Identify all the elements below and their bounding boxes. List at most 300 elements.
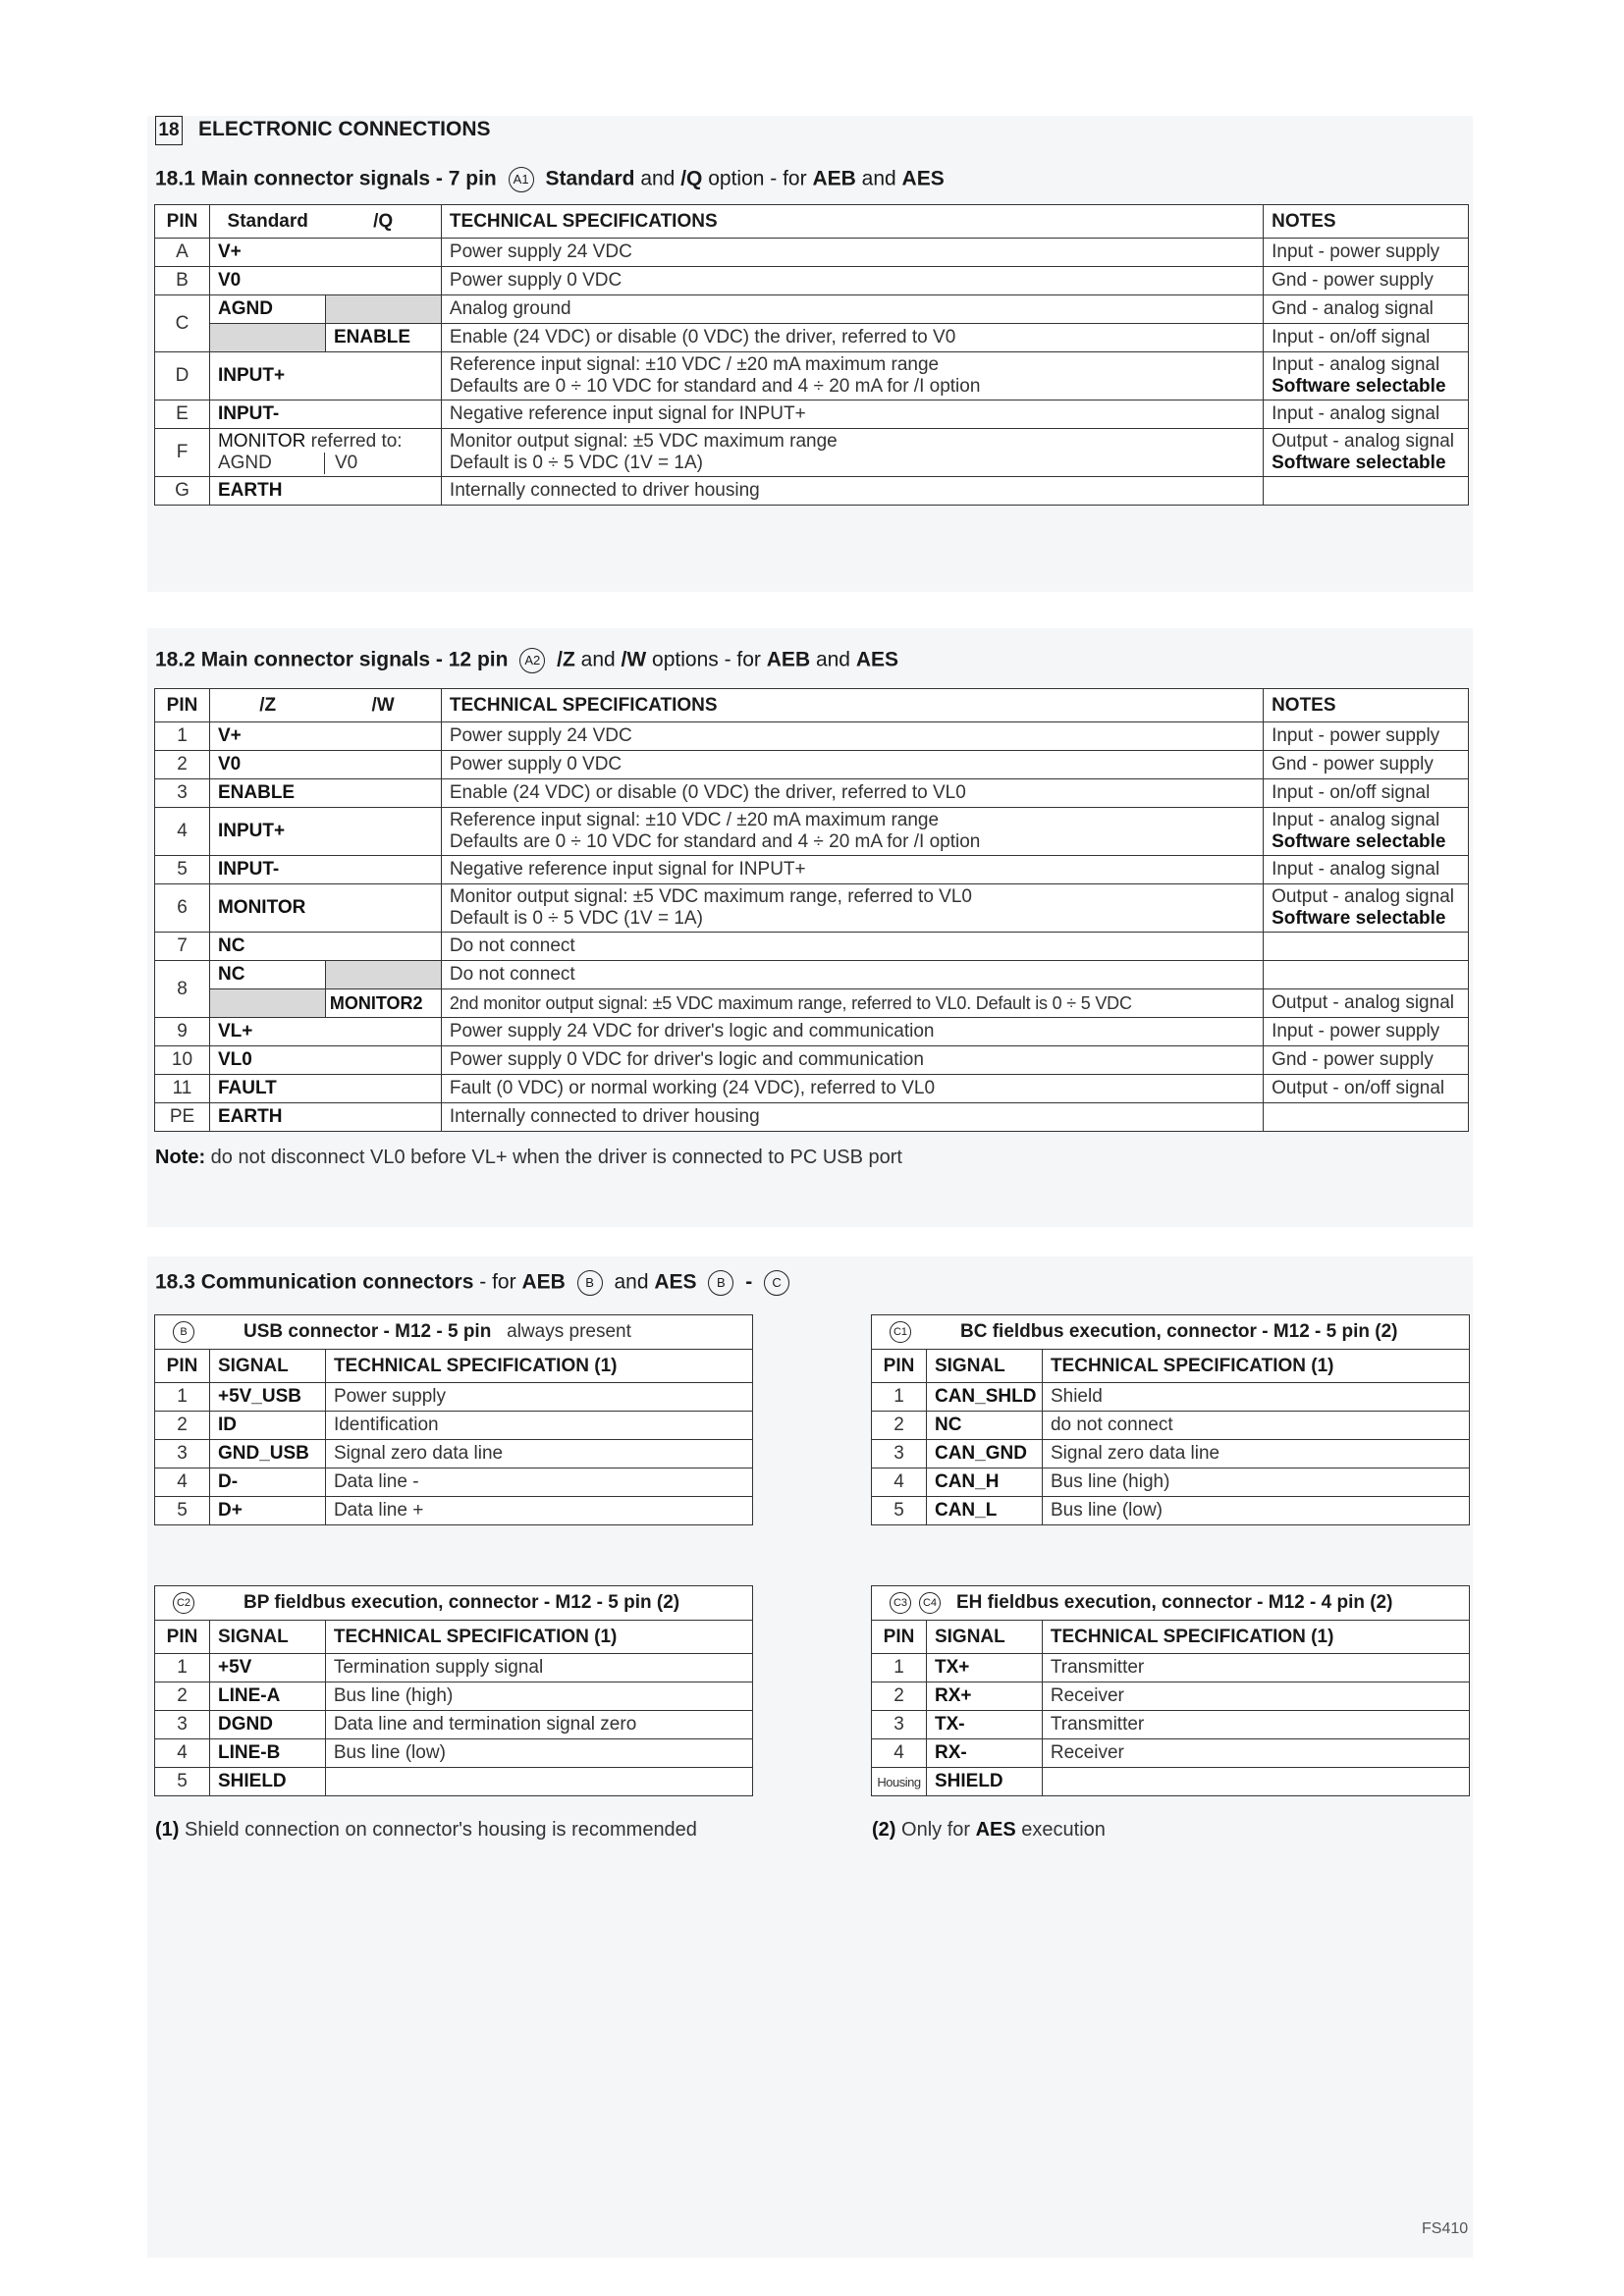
table-title-extra: always present — [507, 1321, 631, 1342]
footnote-1 — [155, 1819, 697, 1842]
signal-cell: V+ — [209, 239, 441, 267]
header-signal: SIGNAL — [209, 1350, 325, 1383]
note-cell: Output - analog signal — [1264, 989, 1469, 1018]
footnote-text: Shield connection on connector's housing is recommended — [185, 1819, 697, 1841]
subsection-18-2-title — [155, 648, 898, 673]
empty-gray-cell — [209, 989, 325, 1018]
signal-cell: NC — [926, 1412, 1042, 1440]
pin-cell: PE — [155, 1103, 210, 1132]
table-title — [872, 1586, 1470, 1621]
header-signal: SIGNAL — [926, 1350, 1042, 1383]
signal-name: MONITOR — [217, 431, 306, 452]
tech-cell: Bus line (high) — [325, 1682, 752, 1711]
table-title-row — [872, 1315, 1470, 1350]
signal-cell: INPUT+ — [209, 352, 441, 400]
table-title — [155, 1586, 753, 1621]
title-text: option - for — [708, 167, 807, 190]
bp-fieldbus-table — [154, 1585, 753, 1796]
table-row — [155, 267, 1469, 295]
connector-badge: A2 — [519, 648, 545, 673]
table-title-text: BC fieldbus execution, connector - M12 - 5 pin (2) — [960, 1321, 1398, 1342]
table-header-row — [155, 689, 1469, 722]
signal-cell: TX+ — [926, 1654, 1042, 1682]
note-cell: Input - power supply — [1264, 1018, 1469, 1046]
note-cell: Input - power supply — [1264, 722, 1469, 751]
bc-fieldbus-table — [871, 1314, 1470, 1525]
header-pin: PIN — [155, 1621, 210, 1654]
table-row — [155, 989, 1469, 1018]
tech-cell — [325, 1768, 752, 1796]
table-title-text: BP fieldbus execution, connector - M12 - 5 pin (2) — [244, 1592, 680, 1613]
note-line: Input - analog signal — [1272, 810, 1440, 830]
signal-cell: RX- — [926, 1739, 1042, 1768]
pin-cell: 7 — [155, 933, 210, 961]
table-row — [872, 1739, 1470, 1768]
tech-cell: Power supply 0 VDC — [441, 267, 1263, 295]
header-signal: SIGNAL — [926, 1621, 1042, 1654]
pin-cell: 4 — [155, 1739, 210, 1768]
signal-cell: DGND — [209, 1711, 325, 1739]
signal-cell: EARTH — [209, 477, 441, 506]
title-text: 18.1 Main connector signals - 7 pin — [155, 167, 497, 190]
usb-connector-table — [154, 1314, 753, 1525]
header-notes: NOTES — [1264, 689, 1469, 722]
table-row — [155, 1103, 1469, 1132]
signal-cell: TX- — [926, 1711, 1042, 1739]
pin-cell: 4 — [155, 808, 210, 856]
connector-badge: B — [577, 1270, 603, 1296]
tech-cell: Receiver — [1042, 1739, 1469, 1768]
signal-cell: SHIELD — [926, 1768, 1042, 1796]
signal-cell: +5V — [209, 1654, 325, 1682]
title-text: 18.2 Main connector signals - 12 pin — [155, 648, 509, 671]
signal-cell: CAN_L — [926, 1497, 1042, 1525]
signal-cell: FAULT — [209, 1075, 441, 1103]
signal-cell: ENABLE — [325, 324, 441, 352]
table-row — [155, 1018, 1469, 1046]
pin-cell: 1 — [155, 1383, 210, 1412]
signal-cell: ID — [209, 1412, 325, 1440]
signal-cell: V0 — [209, 751, 441, 779]
signal-cell: MONITOR2 — [325, 989, 441, 1018]
signal-cell: VL0 — [209, 1046, 441, 1075]
tech-cell: Analog ground — [441, 295, 1263, 324]
pin-cell: G — [155, 477, 210, 506]
table-title-text: EH fieldbus execution, connector - M12 - 4 pin (2) — [956, 1592, 1393, 1613]
pin-cell: A — [155, 239, 210, 267]
pin-cell: F — [155, 429, 210, 477]
header-tech: TECHNICAL SPECIFICATIONS — [441, 689, 1263, 722]
signal-cell: AGND — [209, 295, 325, 324]
title-text: and — [640, 167, 676, 190]
table-12-pin — [154, 688, 1469, 1132]
table-row — [155, 1711, 753, 1739]
title-text: options - for — [652, 648, 761, 671]
empty-gray-cell — [209, 324, 325, 352]
pin-cell: 9 — [155, 1018, 210, 1046]
connector-badge: C1 — [890, 1321, 911, 1343]
table-row — [155, 1468, 753, 1497]
table-row — [872, 1440, 1470, 1468]
note-cell: Input - on/off signal — [1264, 779, 1469, 808]
signal-cell: LINE-B — [209, 1739, 325, 1768]
pin-cell: 2 — [872, 1412, 927, 1440]
header-pin: PIN — [872, 1350, 927, 1383]
header-tech: TECHNICAL SPECIFICATIONS — [441, 205, 1263, 239]
table-row — [155, 1497, 753, 1525]
note-cell — [1264, 1103, 1469, 1132]
pin-cell: 1 — [155, 722, 210, 751]
section-number: 18 — [155, 116, 183, 145]
header-pin: PIN — [155, 689, 210, 722]
footnote-text: execution — [1021, 1819, 1106, 1841]
note-line: Input - analog signal — [1272, 354, 1440, 375]
header-q: /Q — [325, 205, 441, 239]
tech-cell: Enable (24 VDC) or disable (0 VDC) the driver, referred to V0 — [441, 324, 1263, 352]
tech-cell: Enable (24 VDC) or disable (0 VDC) the driver, referred to VL0 — [441, 779, 1263, 808]
tech-line: Default is 0 ÷ 5 VDC (1V = 1A) — [449, 908, 703, 929]
pin-cell: 1 — [155, 1654, 210, 1682]
signal-cell: INPUT+ — [209, 808, 441, 856]
note-cell: Input - on/off signal — [1264, 324, 1469, 352]
pin-cell: C — [155, 295, 210, 352]
signal-cell — [209, 429, 441, 477]
title-text: AEB — [812, 167, 856, 190]
tech-cell: Bus line (high) — [1042, 1468, 1469, 1497]
tech-cell: Do not connect — [441, 933, 1263, 961]
signal-sub: AGND — [218, 453, 325, 474]
signal-cell: EARTH — [209, 1103, 441, 1132]
title-text: and — [580, 648, 616, 671]
table-row — [155, 1682, 753, 1711]
signal-cell: V+ — [209, 722, 441, 751]
subsection-18-1-title — [155, 167, 945, 192]
note-line: Software selectable — [1272, 831, 1446, 852]
table-row — [155, 1739, 753, 1768]
tech-cell: Data line - — [325, 1468, 752, 1497]
note-line: Software selectable — [1272, 376, 1446, 397]
pin-cell: 11 — [155, 1075, 210, 1103]
signal-sub: V0 — [334, 453, 358, 473]
tech-cell: Bus line (low) — [1042, 1497, 1469, 1525]
tech-cell: Internally connected to driver housing — [441, 1103, 1263, 1132]
table-row — [155, 751, 1469, 779]
table-header-row — [155, 1350, 753, 1383]
subsection-18-3-title — [155, 1270, 795, 1296]
header-tech: TECHNICAL SPECIFICATION (1) — [1042, 1350, 1469, 1383]
tech-cell: Signal zero data line — [325, 1440, 752, 1468]
pin-cell: 2 — [155, 1412, 210, 1440]
tech-cell: Negative reference input signal for INPUT+ — [441, 856, 1263, 884]
tech-cell: Power supply 24 VDC for driver's logic and communication — [441, 1018, 1263, 1046]
tech-cell: Power supply 24 VDC — [441, 239, 1263, 267]
signal-cell: RX+ — [926, 1682, 1042, 1711]
pin-cell: B — [155, 267, 210, 295]
title-text: AES — [654, 1270, 697, 1294]
header-pin: PIN — [155, 1350, 210, 1383]
table-row — [155, 1768, 753, 1796]
usb-note — [155, 1147, 902, 1169]
note-cell — [1264, 933, 1469, 961]
table-row — [155, 400, 1469, 429]
note-cell: Input - power supply — [1264, 239, 1469, 267]
tech-cell: Receiver — [1042, 1682, 1469, 1711]
signal-cell: LINE-A — [209, 1682, 325, 1711]
table-header-row — [872, 1350, 1470, 1383]
title-text: - — [745, 1270, 753, 1294]
table-header-row — [155, 205, 1469, 239]
note-cell — [1264, 477, 1469, 506]
pin-cell: 10 — [155, 1046, 210, 1075]
table-row — [155, 884, 1469, 933]
pin-cell: 1 — [872, 1654, 927, 1682]
tech-cell — [441, 884, 1263, 933]
table-title-row — [155, 1315, 753, 1350]
pin-cell: 3 — [872, 1440, 927, 1468]
table-row — [872, 1468, 1470, 1497]
tech-cell — [441, 808, 1263, 856]
tech-cell: Identification — [325, 1412, 752, 1440]
connector-badge: C2 — [173, 1592, 194, 1614]
note-cell — [1264, 808, 1469, 856]
signal-cell: V0 — [209, 267, 441, 295]
note-cell: Gnd - analog signal — [1264, 295, 1469, 324]
title-text: AEB — [766, 648, 811, 671]
table-row — [155, 1075, 1469, 1103]
note-label: Note: — [155, 1147, 206, 1168]
signal-cell: CAN_SHLD — [926, 1383, 1042, 1412]
title-text: - for — [479, 1270, 516, 1294]
note-line: Software selectable — [1272, 453, 1446, 473]
tech-cell: Data line + — [325, 1497, 752, 1525]
signal-cell: VL+ — [209, 1018, 441, 1046]
table-row — [872, 1497, 1470, 1525]
table-row — [155, 352, 1469, 400]
table-row — [155, 1046, 1469, 1075]
header-tech: TECHNICAL SPECIFICATION (1) — [325, 1350, 752, 1383]
tech-line: Defaults are 0 ÷ 10 VDC for standard and 4 ÷ 20 mA for /I option — [449, 831, 981, 852]
table-title-text: USB connector - M12 - 5 pin — [244, 1321, 492, 1342]
table-row — [155, 1383, 753, 1412]
empty-gray-cell — [325, 295, 441, 324]
table-row — [872, 1768, 1470, 1796]
title-text: AEB — [521, 1270, 566, 1294]
table-row — [155, 295, 1469, 324]
tech-line: Reference input signal: ±10 VDC / ±20 mA maximum range — [449, 354, 940, 375]
note-cell: Gnd - power supply — [1264, 1046, 1469, 1075]
pin-cell: 2 — [872, 1682, 927, 1711]
connector-badge: C4 — [919, 1592, 941, 1614]
table-row — [155, 779, 1469, 808]
header-notes: NOTES — [1264, 205, 1469, 239]
tech-cell: Shield — [1042, 1383, 1469, 1412]
table-title — [872, 1315, 1470, 1350]
signal-cell: INPUT- — [209, 400, 441, 429]
note-cell: Output - on/off signal — [1264, 1075, 1469, 1103]
tech-line: Defaults are 0 ÷ 10 VDC for standard and 4 ÷ 20 mA for /I option — [449, 376, 981, 397]
header-signal: SIGNAL — [209, 1621, 325, 1654]
tech-cell: Transmitter — [1042, 1654, 1469, 1682]
tech-cell: Internally connected to driver housing — [441, 477, 1263, 506]
header-w: /W — [325, 689, 441, 722]
footnote-text: Only for — [901, 1819, 971, 1841]
page-code: FS410 — [1422, 2220, 1469, 2237]
note-cell — [1264, 884, 1469, 933]
pin-cell: 1 — [872, 1383, 927, 1412]
table-row — [155, 933, 1469, 961]
signal-cell: GND_USB — [209, 1440, 325, 1468]
signal-cell: D- — [209, 1468, 325, 1497]
section-heading — [155, 116, 491, 145]
tech-cell: Data line and termination signal zero — [325, 1711, 752, 1739]
pin-cell: Housing — [872, 1768, 927, 1796]
note-cell: Gnd - power supply — [1264, 267, 1469, 295]
tech-cell: Bus line (low) — [325, 1739, 752, 1768]
note-cell — [1264, 961, 1469, 989]
note-cell: Gnd - power supply — [1264, 751, 1469, 779]
title-text: /Z — [557, 648, 575, 671]
table-7-pin — [154, 204, 1469, 506]
tech-line: Monitor output signal: ±5 VDC maximum range — [449, 431, 838, 452]
pin-cell: 4 — [155, 1468, 210, 1497]
connector-badge: B — [708, 1270, 733, 1296]
table-row — [155, 856, 1469, 884]
title-text: and — [614, 1270, 649, 1294]
connector-badge: A1 — [509, 167, 534, 192]
note-line: Output - analog signal — [1272, 886, 1454, 907]
title-text: AES — [855, 648, 899, 671]
connector-badge: C — [764, 1270, 789, 1296]
pin-cell: 2 — [155, 1682, 210, 1711]
pin-cell: 5 — [155, 1768, 210, 1796]
tech-cell — [441, 429, 1263, 477]
header-pin: PIN — [155, 205, 210, 239]
title-text: /W — [621, 648, 647, 671]
signal-cell: MONITOR — [209, 884, 441, 933]
tech-cell: Power supply 0 VDC — [441, 751, 1263, 779]
pin-cell: D — [155, 352, 210, 400]
signal-cell: NC — [209, 961, 325, 989]
table-row — [872, 1654, 1470, 1682]
table-row — [155, 961, 1469, 989]
signal-cell: NC — [209, 933, 441, 961]
note-line: Software selectable — [1272, 908, 1446, 929]
title-text: and — [861, 167, 896, 190]
title-text: /Q — [680, 167, 703, 190]
pin-cell: 6 — [155, 884, 210, 933]
signal-cell: ENABLE — [209, 779, 441, 808]
table-row — [155, 808, 1469, 856]
pin-cell: 3 — [872, 1711, 927, 1739]
connector-badge: C3 — [890, 1592, 911, 1614]
pin-cell: E — [155, 400, 210, 429]
signal-suffix: referred to: — [310, 431, 403, 452]
title-text: 18.3 Communication connectors — [155, 1270, 474, 1294]
footnote-label: (1) — [155, 1819, 180, 1841]
tech-line: Default is 0 ÷ 5 VDC (1V = 1A) — [449, 453, 703, 473]
tech-cell: Power supply 24 VDC — [441, 722, 1263, 751]
pin-cell: 8 — [155, 961, 210, 1018]
signal-cell: CAN_H — [926, 1468, 1042, 1497]
title-text: and — [815, 648, 850, 671]
table-row — [872, 1412, 1470, 1440]
table-row — [155, 477, 1469, 506]
tech-cell: 2nd monitor output signal: ±5 VDC maximum range, referred to VL0. Default is 0 ÷ 5 VDC — [441, 989, 1263, 1018]
pin-cell: 4 — [872, 1468, 927, 1497]
title-text: Standard — [545, 167, 635, 190]
table-row — [155, 1654, 753, 1682]
table-row — [155, 429, 1469, 477]
tech-cell — [441, 352, 1263, 400]
tech-cell: Fault (0 VDC) or normal working (24 VDC), referred to VL0 — [441, 1075, 1263, 1103]
tech-cell: Power supply 0 VDC for driver's logic and communication — [441, 1046, 1263, 1075]
eh-fieldbus-table — [871, 1585, 1470, 1796]
pin-cell: 5 — [155, 1497, 210, 1525]
pin-cell: 3 — [155, 779, 210, 808]
header-tech: TECHNICAL SPECIFICATION (1) — [1042, 1621, 1469, 1654]
table-row — [872, 1682, 1470, 1711]
tech-cell: do not connect — [1042, 1412, 1469, 1440]
header-tech: TECHNICAL SPECIFICATION (1) — [325, 1621, 752, 1654]
tech-cell — [1042, 1768, 1469, 1796]
header-pin: PIN — [872, 1621, 927, 1654]
title-text: AES — [901, 167, 945, 190]
footnote-2 — [872, 1819, 1106, 1842]
footnote-bold: AES — [975, 1819, 1016, 1841]
signal-cell: INPUT- — [209, 856, 441, 884]
pin-cell: 2 — [155, 751, 210, 779]
table-row — [155, 324, 1469, 352]
note-cell — [1264, 429, 1469, 477]
note-cell: Input - analog signal — [1264, 400, 1469, 429]
table-row — [155, 1440, 753, 1468]
header-standard: Standard — [209, 205, 325, 239]
pin-cell: 4 — [872, 1739, 927, 1768]
table-row — [155, 239, 1469, 267]
note-text: do not disconnect VL0 before VL+ when the driver is connected to PC USB port — [210, 1147, 902, 1168]
table-title-row — [155, 1586, 753, 1621]
table-title — [155, 1315, 753, 1350]
empty-gray-cell — [325, 961, 441, 989]
table-header-row — [155, 1621, 753, 1654]
table-header-row — [872, 1621, 1470, 1654]
table-row — [155, 1412, 753, 1440]
table-row — [872, 1383, 1470, 1412]
signal-cell: CAN_GND — [926, 1440, 1042, 1468]
note-cell: Input - analog signal — [1264, 856, 1469, 884]
footnote-label: (2) — [872, 1819, 896, 1841]
connector-badge: B — [173, 1321, 194, 1343]
table-row — [155, 722, 1469, 751]
table-row — [872, 1711, 1470, 1739]
tech-cell: Do not connect — [441, 961, 1263, 989]
header-z: /Z — [209, 689, 325, 722]
note-line: Output - analog signal — [1272, 431, 1454, 452]
tech-cell: Termination supply signal — [325, 1654, 752, 1682]
section-title: ELECTRONIC CONNECTIONS — [198, 118, 491, 140]
pin-cell: 5 — [872, 1497, 927, 1525]
tech-line: Monitor output signal: ±5 VDC maximum range, referred to VL0 — [449, 886, 972, 907]
pin-cell: 3 — [155, 1711, 210, 1739]
tech-cell: Signal zero data line — [1042, 1440, 1469, 1468]
signal-cell: SHIELD — [209, 1768, 325, 1796]
tech-cell: Power supply — [325, 1383, 752, 1412]
tech-line: Reference input signal: ±10 VDC / ±20 mA maximum range — [449, 810, 940, 830]
tech-cell: Negative reference input signal for INPUT+ — [441, 400, 1263, 429]
pin-cell: 5 — [155, 856, 210, 884]
pin-cell: 3 — [155, 1440, 210, 1468]
signal-cell: D+ — [209, 1497, 325, 1525]
